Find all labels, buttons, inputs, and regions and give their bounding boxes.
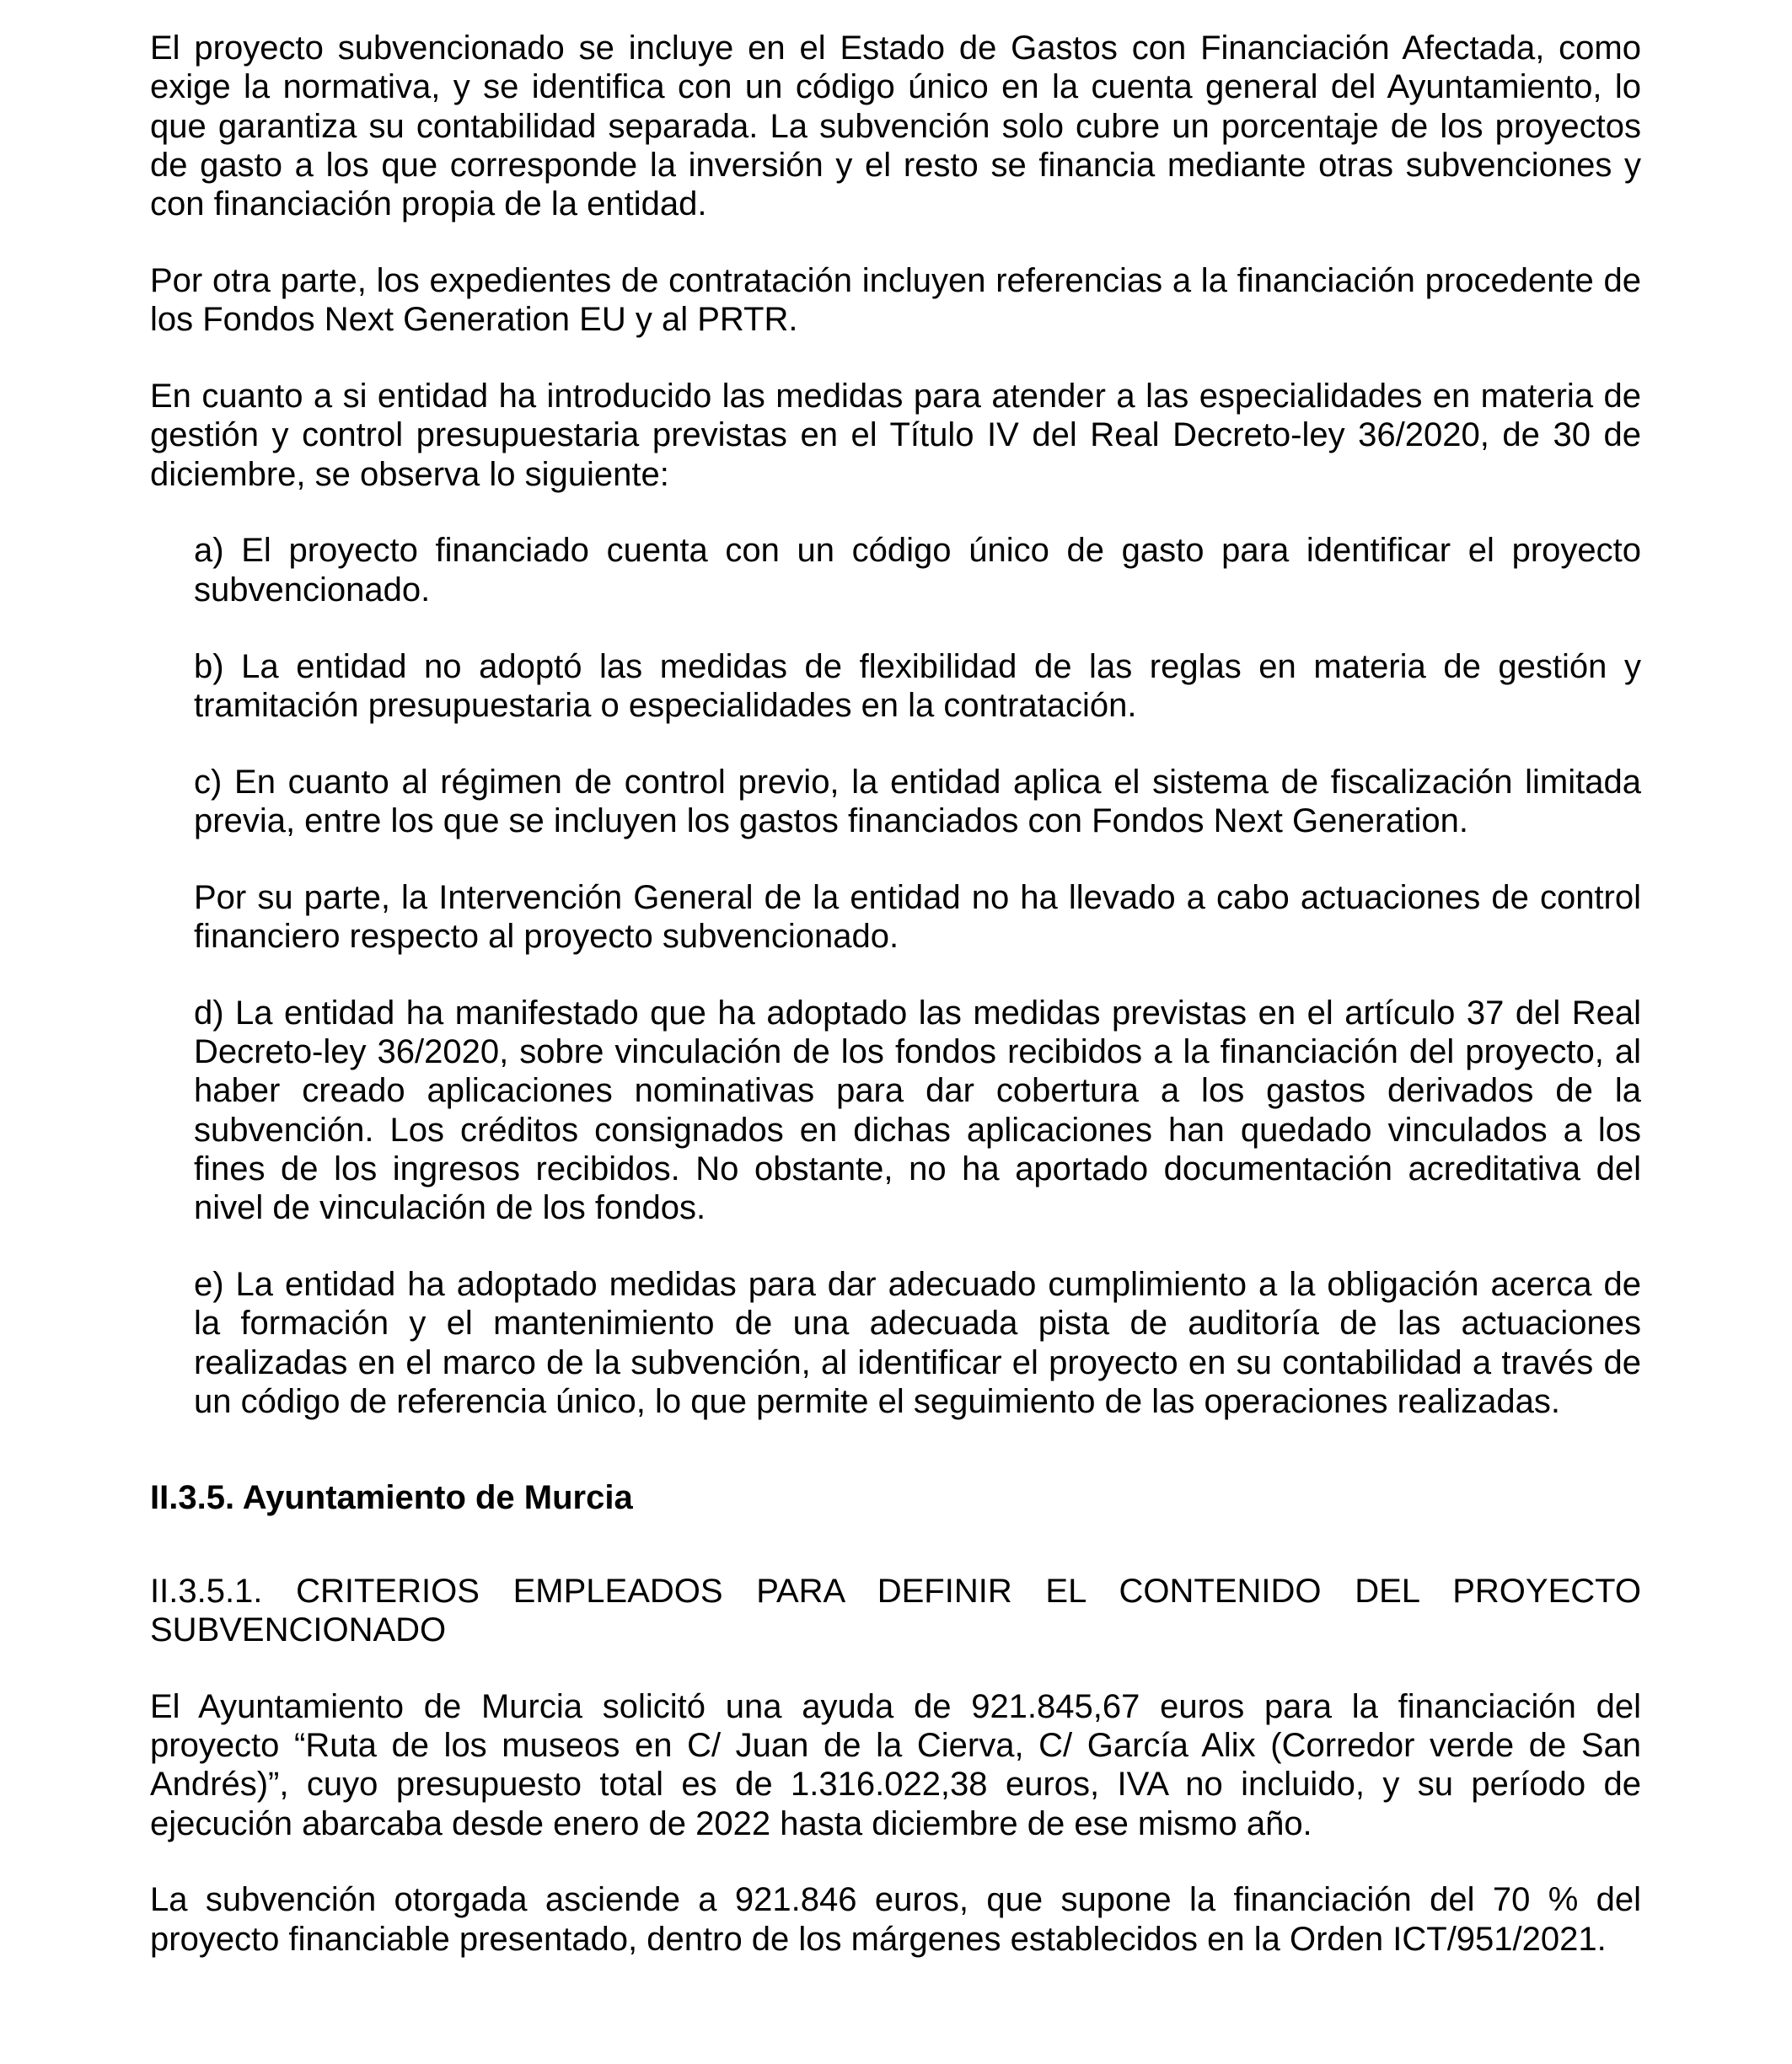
list-item-e: e) La entidad ha adoptado medidas para dar adecuado cumplimiento a la obligación acerca de la formación y el mantenimiento de una adecuada pista de auditoría de las actuaciones realizadas en el marco de la subvención, al identificar el proyecto en su contabilidad a través de un código de referencia único, lo que permite el seguimiento de las operaciones realizadas. [194, 1266, 1641, 1421]
observations-list [150, 531, 1641, 1421]
paragraph-financing-statement: El proyecto subvencionado se incluye en el Estado de Gastos con Financiación Afectada, como exige la normativa, y se identifica con un código único en la cuenta general del Ayuntamiento, lo que garantiza su contabilidad separada. La subvención solo cubre un porcentaje de los proyectos de gasto a los que corresponde la inversión y el resto se financia mediante otras subvenciones y con financiación propia de la entidad. [150, 29, 1641, 223]
section-heading: II.3.5. Ayuntamiento de Murcia [150, 1479, 633, 1517]
paragraph-grant-amount: La subvención otorgada asciende a 921.846 euros, que supone la financiación del 70 % del proyecto financiable presentado, dentro de los márgenes establecidos en la Orden ICT/951/2021. [150, 1881, 1641, 1958]
list-item-c: c) En cuanto al régimen de control previo, la entidad aplica el sistema de fiscalización limitada previa, entre los que se incluyen los gastos financiados con Fondos Next Generation. [194, 763, 1641, 839]
list-item-d: d) La entidad ha manifestado que ha adoptado las medidas previstas en el artículo 37 del Real Decreto-ley 36/2020, sobre vinculación de los fondos recibidos a la financiación del proyecto, al haber creado aplicaciones nominativas para dar cobertura a los gastos derivados de la subvención. Los créditos consignados en dichas aplicaciones han quedado vinculados a los fines de los ingresos recibidos. No obstante, no ha aportado documentación acreditativa del nivel de vinculación de los fondos. [194, 994, 1641, 1227]
list-item-b: b) La entidad no adoptó las medidas de flexibilidad de las reglas en materia de gestión y tramitación presupuestaria o especialidades en la contratación. [194, 647, 1641, 724]
list-item-a: a) El proyecto financiado cuenta con un código único de gasto para identificar el proyecto subvencionado. [194, 532, 1641, 608]
paragraph-budget-control-intro: En cuanto a si entidad ha introducido las medidas para atender a las especialidades en materia de gestión y control presupuestaria previstas en el Título IV del Real Decreto-ley 36/2020, de 30 de diciembre, se observa lo siguiente: [150, 378, 1641, 493]
subsection-heading: II.3.5.1. CRITERIOS EMPLEADOS PARA DEFINIR EL CONTENIDO DEL PROYECTO SUBVENCIONADO [150, 1572, 1641, 1649]
paragraph-contracting-references: Por otra parte, los expedientes de contratación incluyen referencias a la financiación procedente de los Fondos Next Generation EU y al PRTR. [150, 261, 1641, 339]
document-page [150, 29, 1641, 1959]
list-item-c-note: Por su parte, la Intervención General de la entidad no ha llevado a cabo actuaciones de control financiero respecto al proyecto subvencionado. [194, 878, 1641, 956]
paragraph-aid-request: El Ayuntamiento de Murcia solicitó una ayuda de 921.845,67 euros para la financiación del proyecto “Ruta de los museos en C/ Juan de la Cierva, C/ García Alix (Corredor verde de San Andrés)”, cuyo presupuesto total es de 1.316.022,38 euros, IVA no incluido, y su período de ejecución abarcaba desde enero de 2022 hasta diciembre de ese mismo año. [150, 1687, 1641, 1842]
